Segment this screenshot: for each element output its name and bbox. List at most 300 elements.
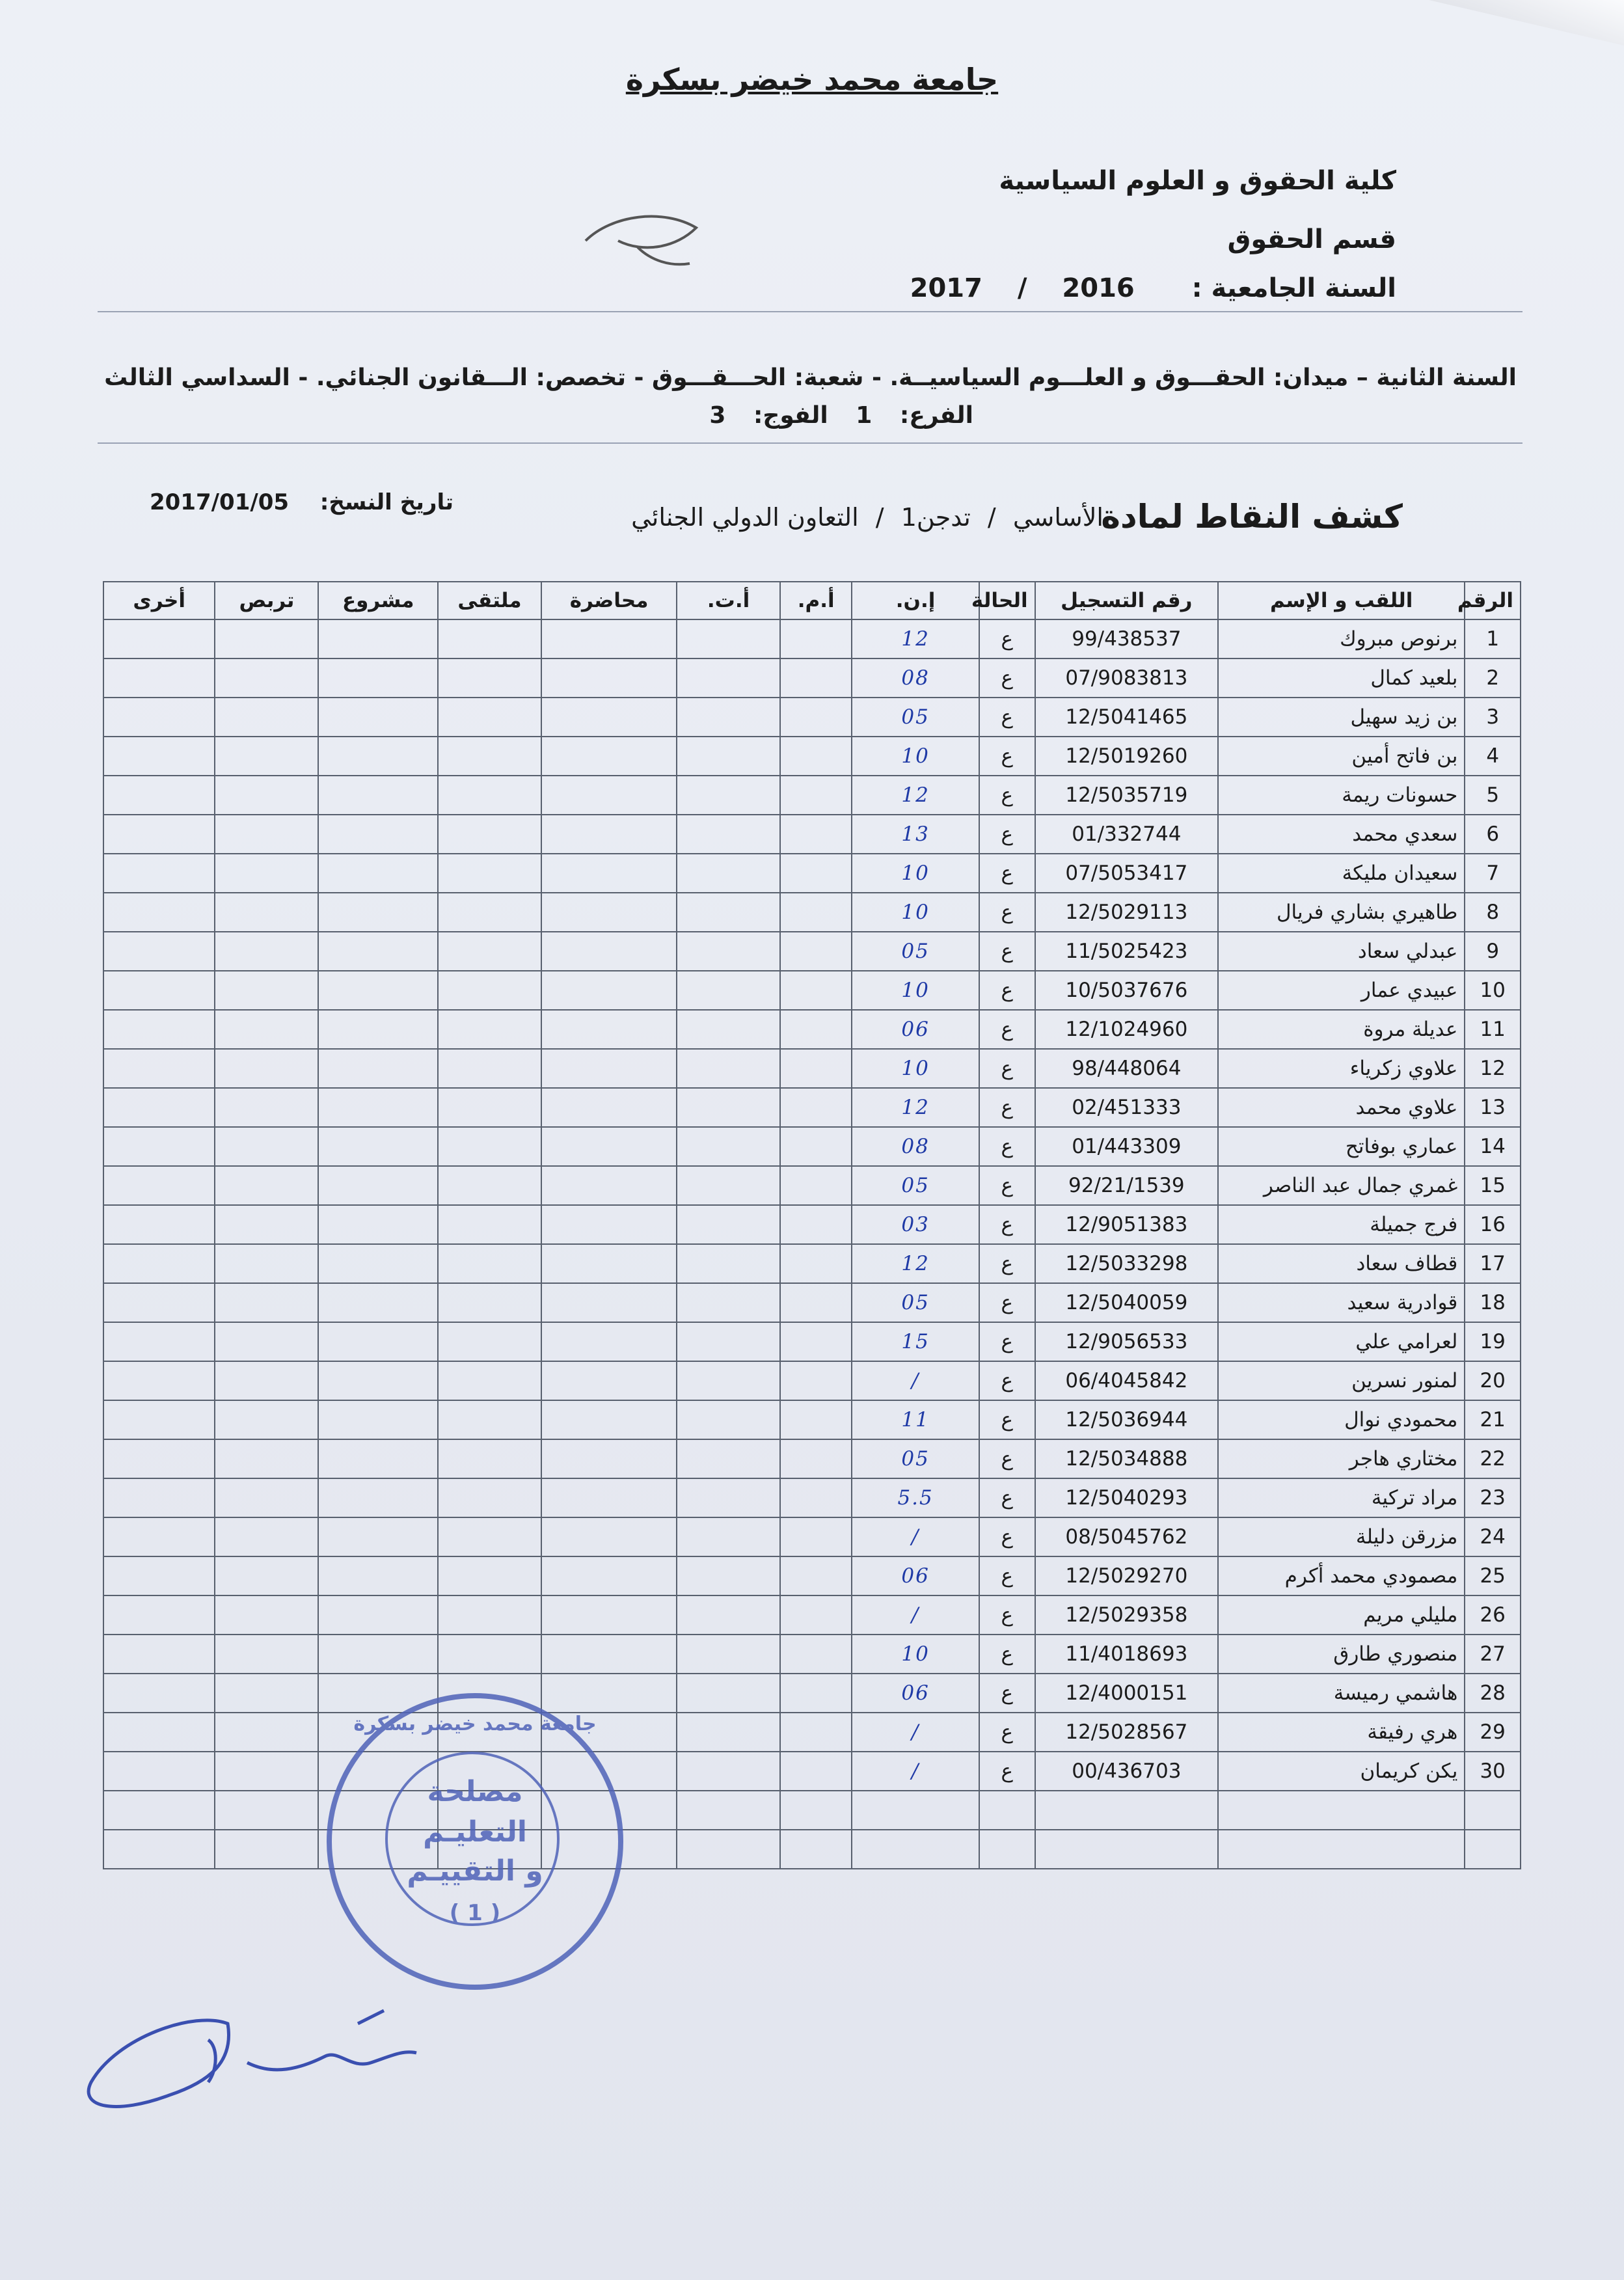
student-status: ع <box>979 1478 1035 1517</box>
empty-cell <box>103 1244 215 1283</box>
student-status: ع <box>979 1361 1035 1400</box>
empty-cell <box>780 1244 852 1283</box>
exam-grade: 10 <box>852 971 979 1010</box>
empty-cell <box>103 1088 215 1127</box>
table-row <box>103 815 1521 854</box>
exam-grade: 08 <box>852 658 979 698</box>
student-name: حسونات ريمة <box>1218 776 1465 815</box>
empty-cell <box>780 1830 852 1869</box>
exam-grade: 10 <box>852 854 979 893</box>
registration-number: 99/438537 <box>1035 619 1218 658</box>
table-row <box>103 1556 1521 1595</box>
empty-cell <box>438 1205 541 1244</box>
col-exam-header: إ.ن. <box>852 582 979 619</box>
registration-number: 11/5025423 <box>1035 932 1218 971</box>
stamp-ring-text: جامعة محمد خيضر بسكرة <box>353 1713 597 1735</box>
empty-cell <box>215 1322 318 1361</box>
department-name: قسم الحقوق <box>1227 224 1396 254</box>
registration-number: 12/1024960 <box>1035 1010 1218 1049</box>
registration-number: 12/5035719 <box>1035 776 1218 815</box>
row-number: 12 <box>1465 1049 1521 1088</box>
empty-cell <box>780 932 852 971</box>
table-row <box>103 932 1521 971</box>
empty-cell <box>541 1166 677 1205</box>
empty-cell <box>677 698 780 737</box>
empty-cell <box>979 1791 1035 1830</box>
empty-cell <box>318 1478 438 1517</box>
branch-label: الفرع: <box>899 402 973 429</box>
exam-grade: / <box>852 1517 979 1556</box>
empty-cell <box>215 1517 318 1556</box>
empty-cell <box>780 1283 852 1322</box>
academic-year-start: 2016 <box>1062 273 1135 303</box>
exam-grade: / <box>852 1713 979 1752</box>
empty-cell <box>852 1791 979 1830</box>
empty-cell <box>541 1049 677 1088</box>
empty-cell <box>541 971 677 1010</box>
student-status: ع <box>979 698 1035 737</box>
row-number: 10 <box>1465 971 1521 1010</box>
table-row <box>103 1166 1521 1205</box>
student-status: ع <box>979 737 1035 776</box>
registration-number: 01/332744 <box>1035 815 1218 854</box>
empty-cell <box>541 1439 677 1478</box>
row-number: 30 <box>1465 1752 1521 1791</box>
table-row <box>103 1635 1521 1674</box>
empty-cell <box>541 619 677 658</box>
empty-cell <box>677 1439 780 1478</box>
student-name: هري رفيقة <box>1218 1713 1465 1752</box>
exam-grade: 5.5 <box>852 1478 979 1517</box>
exam-grade: 15 <box>852 1322 979 1361</box>
empty-cell <box>318 1439 438 1478</box>
empty-cell <box>780 1439 852 1478</box>
empty-cell <box>215 1791 318 1830</box>
registration-number: 08/5045762 <box>1035 1517 1218 1556</box>
exam-grade: 06 <box>852 1556 979 1595</box>
row-number: 17 <box>1465 1244 1521 1283</box>
student-name: فرج جميلة <box>1218 1205 1465 1244</box>
empty-cell <box>438 1010 541 1049</box>
exam-grade: 10 <box>852 1635 979 1674</box>
empty-cell <box>780 1674 852 1713</box>
empty-cell <box>103 1361 215 1400</box>
registration-number: 12/5036944 <box>1035 1400 1218 1439</box>
exam-grade: 05 <box>852 1283 979 1322</box>
student-name: علاوي محمد <box>1218 1088 1465 1127</box>
empty-cell <box>103 1713 215 1752</box>
student-status: ع <box>979 1595 1035 1635</box>
empty-cell <box>1035 1830 1218 1869</box>
empty-cell <box>677 893 780 932</box>
empty-cell <box>438 1322 541 1361</box>
empty-cell <box>541 698 677 737</box>
empty-cell <box>215 658 318 698</box>
empty-cell <box>318 737 438 776</box>
student-name: محمودي نوال <box>1218 1400 1465 1439</box>
empty-cell <box>780 1088 852 1127</box>
empty-cell <box>541 1205 677 1244</box>
subject-sep-2: / <box>875 503 884 532</box>
university-name: جامعة محمد خيضر بسكرة <box>625 62 999 97</box>
col-project-header: مشروع <box>318 582 438 619</box>
student-status: ع <box>979 1713 1035 1752</box>
exam-grade: / <box>852 1361 979 1400</box>
empty-cell <box>780 1127 852 1166</box>
student-name: قوادرية سعيد <box>1218 1283 1465 1322</box>
empty-cell <box>852 1830 979 1869</box>
stamp-line-4: ( 1 ) <box>449 1900 501 1926</box>
student-status: ع <box>979 1517 1035 1556</box>
empty-cell <box>438 737 541 776</box>
exam-grade: 06 <box>852 1010 979 1049</box>
student-status: ع <box>979 619 1035 658</box>
academic-year-end: 2017 <box>910 273 982 303</box>
empty-cell <box>318 1283 438 1322</box>
table-row <box>103 658 1521 698</box>
empty-cell <box>215 1166 318 1205</box>
student-name: لمنور نسرين <box>1218 1361 1465 1400</box>
exam-grade: 13 <box>852 815 979 854</box>
student-status: ع <box>979 971 1035 1010</box>
row-number: 5 <box>1465 776 1521 815</box>
empty-cell <box>215 1752 318 1791</box>
empty-cell <box>318 893 438 932</box>
empty-cell <box>677 1674 780 1713</box>
exam-grade: 10 <box>852 737 979 776</box>
branch-group-line <box>690 402 973 429</box>
exam-grade: 06 <box>852 1674 979 1713</box>
student-status: ع <box>979 815 1035 854</box>
registration-number: 12/5019260 <box>1035 737 1218 776</box>
empty-cell <box>541 1478 677 1517</box>
empty-cell <box>677 619 780 658</box>
empty-cell <box>541 1283 677 1322</box>
empty-cell <box>318 1556 438 1595</box>
empty-cell <box>103 737 215 776</box>
empty-cell <box>677 1517 780 1556</box>
empty-cell <box>438 1595 541 1635</box>
table-row <box>103 854 1521 893</box>
empty-cell <box>103 1478 215 1517</box>
registration-number: 12/9056533 <box>1035 1322 1218 1361</box>
empty-cell <box>103 658 215 698</box>
empty-cell <box>677 1556 780 1595</box>
student-status: ع <box>979 1244 1035 1283</box>
registration-number: 98/448064 <box>1035 1049 1218 1088</box>
empty-cell <box>318 658 438 698</box>
student-name: مراد تركية <box>1218 1478 1465 1517</box>
empty-cell <box>780 1517 852 1556</box>
table-row <box>103 1049 1521 1088</box>
empty-cell <box>677 1791 780 1830</box>
empty-cell <box>215 737 318 776</box>
table-row <box>103 1478 1521 1517</box>
empty-cell <box>103 1595 215 1635</box>
student-name: قطاف سعاد <box>1218 1244 1465 1283</box>
empty-cell <box>103 1205 215 1244</box>
empty-cell <box>438 776 541 815</box>
empty-cell <box>780 1752 852 1791</box>
empty-cell <box>318 1205 438 1244</box>
empty-cell <box>438 1478 541 1517</box>
empty-cell <box>677 776 780 815</box>
row-number: 2 <box>1465 658 1521 698</box>
empty-cell <box>438 1556 541 1595</box>
empty-cell <box>103 1674 215 1713</box>
empty-cell <box>103 1439 215 1478</box>
student-status: ع <box>979 1439 1035 1478</box>
registration-number: 10/5037676 <box>1035 971 1218 1010</box>
student-status: ع <box>979 1322 1035 1361</box>
empty-cell <box>438 893 541 932</box>
empty-cell <box>438 815 541 854</box>
row-number: 23 <box>1465 1478 1521 1517</box>
empty-cell <box>215 1010 318 1049</box>
registration-number: 12/9051383 <box>1035 1205 1218 1244</box>
empty-cell <box>541 1010 677 1049</box>
empty-cell <box>438 698 541 737</box>
empty-cell <box>103 1791 215 1830</box>
empty-cell <box>541 1556 677 1595</box>
exam-grade: 03 <box>852 1205 979 1244</box>
empty-cell <box>438 1127 541 1166</box>
empty-cell <box>780 854 852 893</box>
student-name: هاشمي رميسة <box>1218 1674 1465 1713</box>
empty-cell <box>438 1283 541 1322</box>
student-name: لعرامي علي <box>1218 1322 1465 1361</box>
registration-number: 12/5033298 <box>1035 1244 1218 1283</box>
empty-cell <box>677 1127 780 1166</box>
subject-level: الأساسي <box>1012 503 1103 532</box>
empty-cell <box>438 1439 541 1478</box>
empty-cell <box>103 1127 215 1166</box>
student-name: برنوص مبروك <box>1218 619 1465 658</box>
empty-cell <box>438 1049 541 1088</box>
empty-cell <box>215 815 318 854</box>
empty-cell <box>103 1556 215 1595</box>
table-row <box>103 1127 1521 1166</box>
registration-number: 12/5040059 <box>1035 1283 1218 1322</box>
registration-number: 06/4045842 <box>1035 1361 1218 1400</box>
exam-grade: 11 <box>852 1400 979 1439</box>
exam-grade: 12 <box>852 1088 979 1127</box>
empty-cell <box>438 1244 541 1283</box>
empty-cell <box>438 1361 541 1400</box>
empty-cell <box>780 1322 852 1361</box>
student-status: ع <box>979 1674 1035 1713</box>
empty-cell <box>438 1517 541 1556</box>
student-name: بن زيد سهيل <box>1218 698 1465 737</box>
table-row <box>103 619 1521 658</box>
table-row <box>103 737 1521 776</box>
table-row <box>103 1322 1521 1361</box>
empty-cell <box>318 1361 438 1400</box>
empty-cell <box>215 932 318 971</box>
col-other-header: أخرى <box>103 582 215 619</box>
empty-cell <box>103 1010 215 1049</box>
empty-cell <box>215 1088 318 1127</box>
empty-cell <box>677 971 780 1010</box>
empty-cell <box>677 1830 780 1869</box>
empty-cell <box>215 1127 318 1166</box>
divider-mid <box>98 442 1522 444</box>
empty-cell <box>979 1830 1035 1869</box>
empty-cell <box>541 1517 677 1556</box>
empty-cell <box>103 1752 215 1791</box>
empty-cell <box>215 893 318 932</box>
empty-cell <box>215 1674 318 1713</box>
registration-number: 92/21/1539 <box>1035 1166 1218 1205</box>
student-name: سعدي محمد <box>1218 815 1465 854</box>
registration-number: 12/5029113 <box>1035 893 1218 932</box>
empty-cell <box>541 1400 677 1439</box>
empty-cell <box>677 854 780 893</box>
row-number: 25 <box>1465 1556 1521 1595</box>
empty-cell <box>780 1049 852 1088</box>
empty-cell <box>103 1400 215 1439</box>
group-label: الفوج: <box>753 402 828 429</box>
row-number: 24 <box>1465 1517 1521 1556</box>
student-name: منصوري طارق <box>1218 1635 1465 1674</box>
empty-cell <box>541 1088 677 1127</box>
empty-cell <box>780 815 852 854</box>
empty-cell <box>318 815 438 854</box>
empty-cell <box>780 1400 852 1439</box>
table-row <box>103 1595 1521 1635</box>
empty-cell <box>103 698 215 737</box>
student-status: ع <box>979 854 1035 893</box>
empty-cell <box>677 932 780 971</box>
student-name: طاهيري بشاري فريال <box>1218 893 1465 932</box>
grades-table <box>103 581 1521 1869</box>
row-number: 26 <box>1465 1595 1521 1635</box>
empty-cell <box>103 971 215 1010</box>
registration-number: 12/4000151 <box>1035 1674 1218 1713</box>
empty-cell <box>677 1088 780 1127</box>
empty-cell <box>318 619 438 658</box>
student-name: بلعيد كمال <box>1218 658 1465 698</box>
student-status: ع <box>979 1127 1035 1166</box>
empty-cell <box>677 1244 780 1283</box>
empty-cell <box>215 1556 318 1595</box>
empty-cell <box>677 737 780 776</box>
empty-cell <box>780 1713 852 1752</box>
row-number: 27 <box>1465 1635 1521 1674</box>
empty-cell <box>780 737 852 776</box>
stamp-line-2: التعليـم <box>423 1815 527 1849</box>
empty-cell <box>318 854 438 893</box>
student-name: علاوي زكرياء <box>1218 1049 1465 1088</box>
empty-cell <box>215 776 318 815</box>
empty-cell <box>780 1595 852 1635</box>
exam-grade: 08 <box>852 1127 979 1166</box>
exam-grade: 10 <box>852 893 979 932</box>
row-number: 15 <box>1465 1166 1521 1205</box>
empty-cell <box>103 1830 215 1869</box>
academic-year-separator: / <box>1017 273 1027 303</box>
exam-grade: 05 <box>852 698 979 737</box>
sheet-title: كشف النقاط لمادة <box>1101 498 1403 536</box>
row-number: 16 <box>1465 1205 1521 1244</box>
table-row <box>103 971 1521 1010</box>
empty-cell <box>438 1166 541 1205</box>
empty-cell <box>541 1361 677 1400</box>
branch-value: 1 <box>856 402 873 429</box>
empty-cell <box>677 1322 780 1361</box>
row-number: 29 <box>1465 1713 1521 1752</box>
group-value: 3 <box>709 402 726 429</box>
exam-grade: / <box>852 1752 979 1791</box>
row-number: 22 <box>1465 1439 1521 1478</box>
empty-cell <box>438 619 541 658</box>
empty-cell <box>318 1322 438 1361</box>
empty-cell <box>541 815 677 854</box>
col-registration-header: رقم التسجيل <box>1035 582 1218 619</box>
stamp-line-3: و التقييـم <box>407 1854 543 1888</box>
empty-cell <box>438 854 541 893</box>
empty-cell <box>103 1635 215 1674</box>
student-name: يكن كريمان <box>1218 1752 1465 1791</box>
exam-grade: 12 <box>852 619 979 658</box>
col-lecture-header: محاضرة <box>541 582 677 619</box>
student-status: ع <box>979 1205 1035 1244</box>
empty-cell <box>215 1595 318 1635</box>
row-number: 9 <box>1465 932 1521 971</box>
empty-cell <box>318 698 438 737</box>
registration-number: 12/5034888 <box>1035 1439 1218 1478</box>
empty-cell <box>215 1635 318 1674</box>
subject-unit: تدجن1 <box>900 503 971 532</box>
student-name: عبيدي عمار <box>1218 971 1465 1010</box>
table-row <box>103 1674 1521 1713</box>
student-status: ع <box>979 1088 1035 1127</box>
empty-cell <box>215 1830 318 1869</box>
empty-cell <box>318 971 438 1010</box>
col-internship-header: تربص <box>215 582 318 619</box>
empty-cell <box>541 854 677 893</box>
empty-cell <box>541 1322 677 1361</box>
empty-cell <box>215 1244 318 1283</box>
registration-number: 07/9083813 <box>1035 658 1218 698</box>
copy-date-label: تاريخ النسخ: <box>319 489 453 515</box>
empty-cell <box>215 1283 318 1322</box>
empty-cell <box>677 1049 780 1088</box>
empty-cell <box>318 1088 438 1127</box>
empty-cell <box>318 776 438 815</box>
row-number: 8 <box>1465 893 1521 932</box>
empty-cell <box>677 815 780 854</box>
empty-cell <box>780 619 852 658</box>
exam-grade: 12 <box>852 1244 979 1283</box>
subject-sep-1: / <box>987 503 996 532</box>
table-row <box>103 1752 1521 1791</box>
subject-name: التعاون الدولي الجنائي <box>631 503 859 532</box>
empty-cell <box>780 1478 852 1517</box>
table-row <box>103 1283 1521 1322</box>
empty-cell <box>677 1595 780 1635</box>
empty-cell <box>780 971 852 1010</box>
exam-grade: / <box>852 1595 979 1635</box>
empty-cell <box>677 1635 780 1674</box>
student-status: ع <box>979 658 1035 698</box>
copy-date <box>150 489 453 515</box>
student-name: عماري بوفاتح <box>1218 1127 1465 1166</box>
empty-cell <box>677 1478 780 1517</box>
col-status-header: الحالة <box>979 582 1035 619</box>
empty-cell <box>318 1244 438 1283</box>
signature <box>78 1985 481 2154</box>
